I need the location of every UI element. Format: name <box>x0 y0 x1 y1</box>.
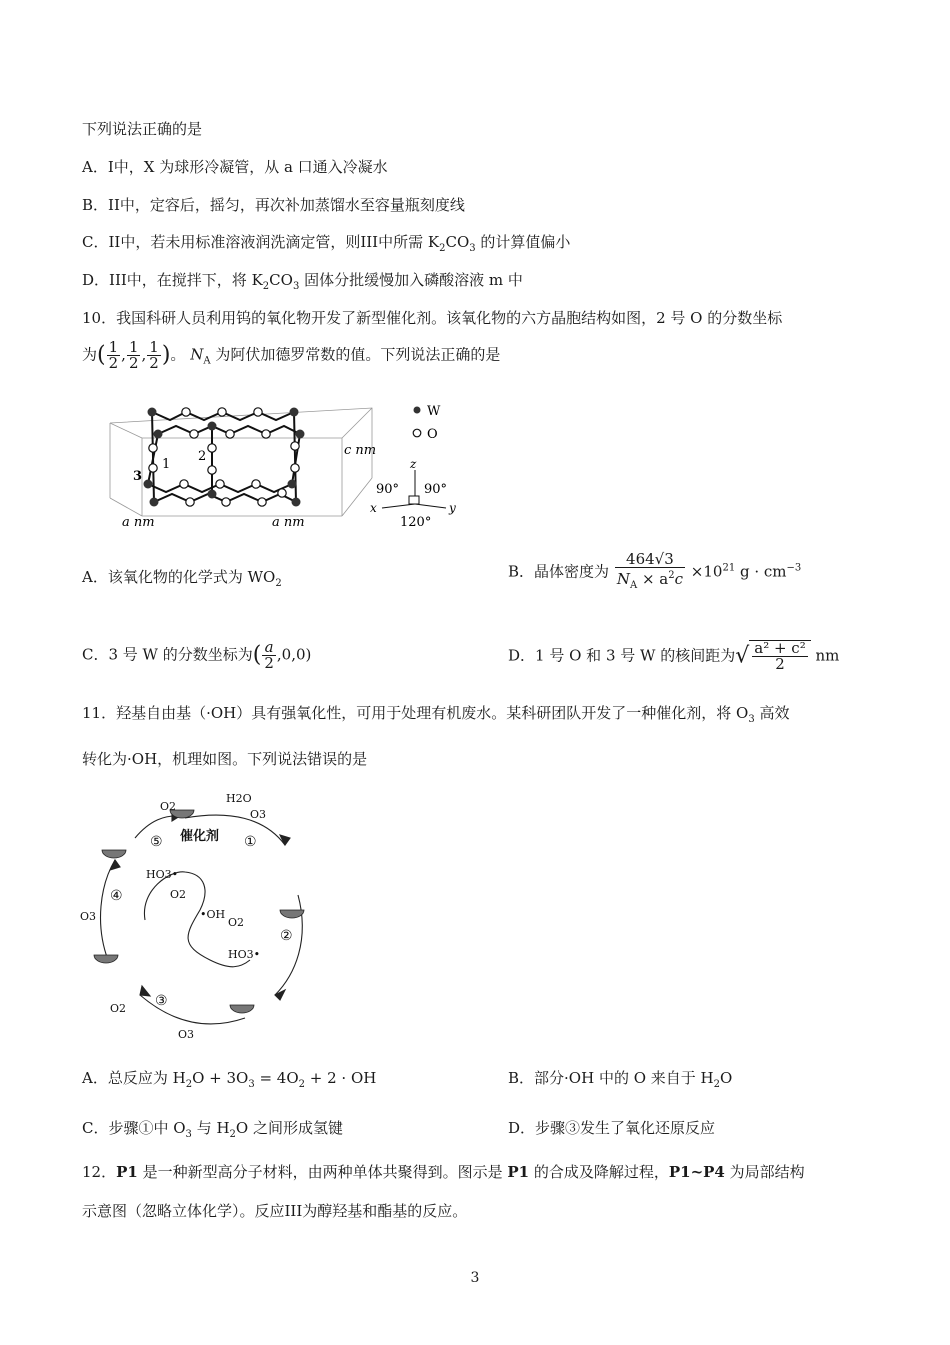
svg-text:c nm: c nm <box>344 443 377 458</box>
svg-text:催化剂: 催化剂 <box>180 829 220 844</box>
svg-text:O2: O2 <box>228 916 245 929</box>
svg-text:HO3•: HO3• <box>228 948 261 961</box>
page-number: 3 <box>470 1270 480 1286</box>
svg-text:⑤: ⑤ <box>150 834 163 850</box>
q10-crystal-figure <box>82 398 482 533</box>
svg-text:a nm: a nm <box>122 515 155 530</box>
svg-text:O2: O2 <box>170 888 187 901</box>
svg-text:a nm: a nm <box>272 515 305 530</box>
svg-text:HO3•: HO3• <box>146 868 179 881</box>
svg-text:O3: O3 <box>250 808 267 821</box>
q11-mechanism-figure <box>80 790 340 1045</box>
q11-option-b: B．部分·OH 中的 O 来自于 $H_2O$ <box>508 1069 733 1090</box>
q12-stem-line2: 示意图（忽略立体化学）。反应III为醇羟基和酯基的反应。 <box>82 1202 468 1220</box>
svg-text:O: O <box>427 427 438 442</box>
oxygen-legend-icon <box>413 429 421 437</box>
svg-text:W: W <box>427 404 441 419</box>
q10-option-b: B．晶体密度为 $\frac{464√3}{N_A \times a^2c}$ $\times 10^{21}$ $g \cdot cm^{-3}$ <box>508 550 802 591</box>
svg-text:3: 3 <box>133 469 143 484</box>
q11-stem-line2: 转化为·OH，机理如图。下列说法错误的是 <box>82 750 368 768</box>
q11-option-c: C．步骤①中 $O_3$ 与 $H_2O$ 之间形成氢键 <box>82 1119 343 1140</box>
q10-option-c: C．3 号 W 的分数坐标为( $\frac{a}{2}$ ,0,0) <box>82 638 312 672</box>
q9-option-a: A．I中，X 为球形冷凝管，从 a 口通入冷凝水 <box>82 158 388 176</box>
svg-text:y: y <box>449 501 456 515</box>
q9-stem: 下列说法正确的是 <box>82 120 203 138</box>
svg-text:O2: O2 <box>160 800 177 813</box>
svg-text:1: 1 <box>162 457 171 472</box>
svg-text:x: x <box>370 501 377 515</box>
q9-option-c: C．II中，若未用标准溶液润洗滴定管，则III中所需 $K_2CO_3$ 的计算值偏小 <box>82 233 571 254</box>
svg-text:③: ③ <box>155 993 168 1009</box>
q11-stem-line1: 11．羟基自由基（·OH）具有强氧化性，可用于处理有机废水。某科研团队开发了一种催化剂，将 $O_3$ 高效 <box>82 704 790 725</box>
svg-text:z: z <box>410 457 417 471</box>
tungsten-legend-icon <box>414 407 421 414</box>
svg-text:O3: O3 <box>178 1028 195 1041</box>
svg-text:120°: 120° <box>400 515 432 530</box>
svg-text:②: ② <box>280 928 293 944</box>
q12-stem-line1: 12．P1 是一种新型高分子材料，由两种单体共聚得到。图示是 P1 的合成及降解过程，P1~P4 为局部结构 <box>82 1163 805 1181</box>
svg-text:①: ① <box>244 834 257 850</box>
svg-text:O3: O3 <box>80 910 97 923</box>
svg-text:90°: 90° <box>376 482 400 497</box>
svg-text:2: 2 <box>198 449 207 464</box>
q9-option-b: B．II中，定容后，摇匀，再次补加蒸馏水至容量瓶刻度线 <box>82 196 465 214</box>
svg-text:90°: 90° <box>424 482 448 497</box>
svg-text:H2O: H2O <box>226 792 252 805</box>
q10-stem-line1: 10．我国科研人员利用钨的氧化物开发了新型催化剂。该氧化物的六方晶胞结构如图，2 号 O 的分数坐标 <box>82 309 783 327</box>
q9-option-d: D．III中，在搅拌下，将 $K_2CO_3$ 固体分批缓慢加入磷酸溶液 m 中 <box>82 271 523 292</box>
q11-option-d: D．步骤③发生了氧化还原反应 <box>508 1119 716 1137</box>
svg-text:O2: O2 <box>110 1002 127 1015</box>
svg-text:④: ④ <box>110 888 123 904</box>
svg-text:•OH: •OH <box>200 908 226 921</box>
q11-option-a: A．总反应为 $H_2O + 3O_3 = 4O_2 + 2$ · OH <box>82 1069 377 1090</box>
q10-option-d: D．1 号 O 和 3 号 W 的核间距为√ $\frac{\text{a² + c²}}{2}$ nm <box>508 639 840 673</box>
q10-stem-line2: 为( $\frac{1}{2}$ , $\frac{1}{2}$ , $\frac{1}{2}$ )。 $N_A$ 为阿伏加德罗常数的值。下列说法正确的是 <box>82 338 501 372</box>
q10-option-a: A．该氧化物的化学式为 $WO_2$ <box>82 568 282 589</box>
